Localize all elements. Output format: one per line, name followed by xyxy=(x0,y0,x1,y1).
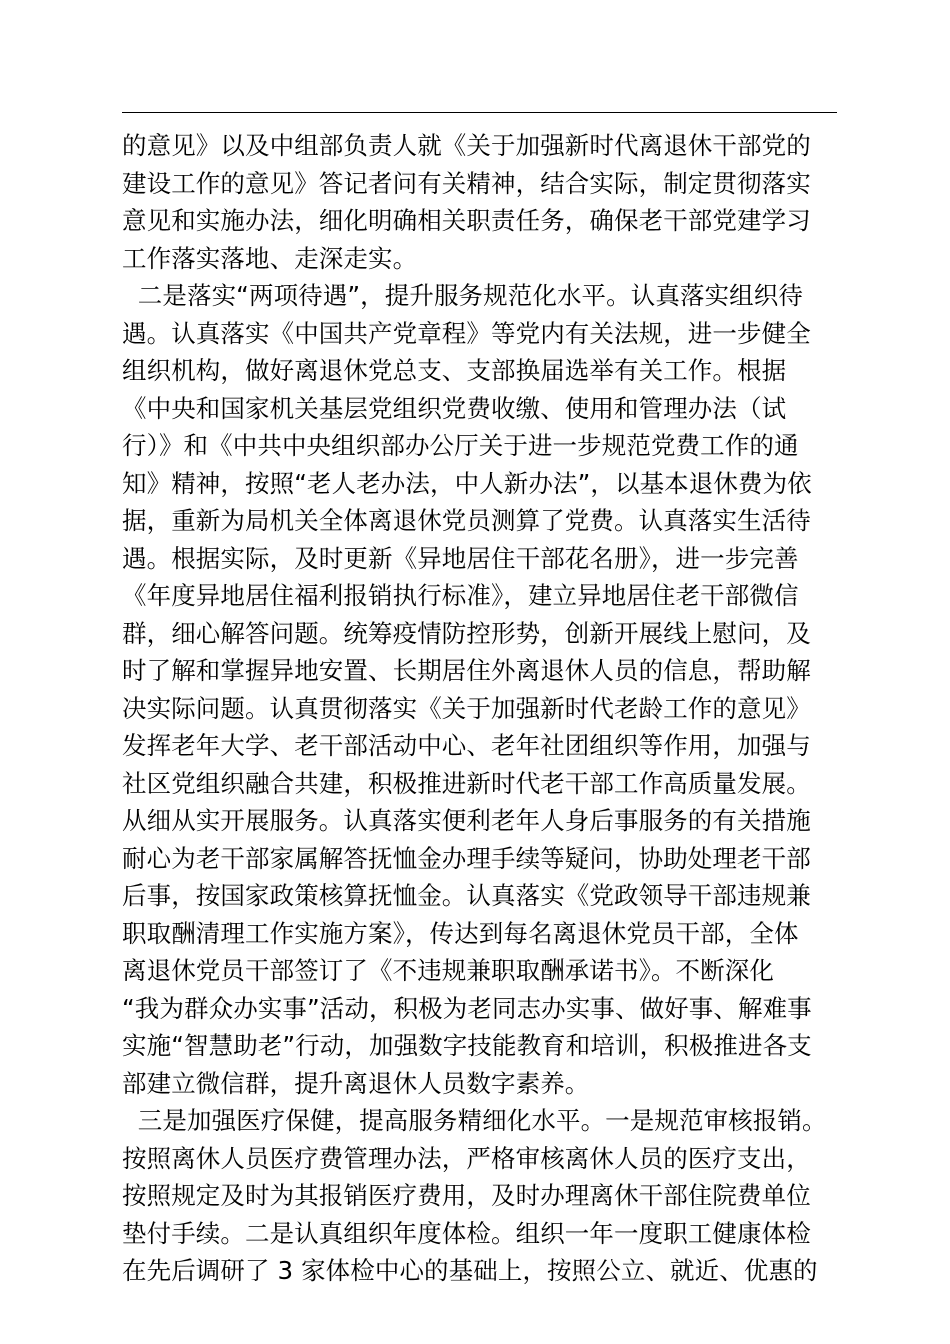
text-line: 在先后调研了 3 家体检中心的基础上，按照公立、就近、优惠的 xyxy=(122,1256,818,1285)
text-line: 群，细心解答问题。统筹疫情防控形势，创新开展线上慰问，及 xyxy=(122,618,811,648)
text-line: 三是加强医疗保健，提高服务精细化水平。一是规范审核报销。 xyxy=(122,1106,827,1135)
text-line: 工作落实落地、走深走实。 xyxy=(122,243,418,273)
text-line: 据，重新为局机关全体离退休党员测算了党费。认真落实生活待 xyxy=(122,506,811,535)
text-line: 的意见》以及中组部负责人就《关于加强新时代离退休干部党的 xyxy=(122,131,811,160)
text-line: 部建立微信群，提升离退休人员数字素养。 xyxy=(122,1068,590,1098)
text-line: 遇。根据实际，及时更新《异地居住干部花名册》，进一步完善 xyxy=(122,543,799,573)
text-line: 从细从实开展服务。认真落实便利老年人身后事服务的有关措施 xyxy=(122,806,811,835)
text-line: 垫付手续。二是认真组织年度体检。组织一年一度职工健康体检 xyxy=(122,1218,811,1248)
text-line: 按照规定及时为其报销医疗费用，及时办理离休干部住院费单位 xyxy=(122,1181,811,1210)
text-line: 离退休党员干部签订了《不违规兼职取酬承诺书》。不断深化 xyxy=(122,956,774,985)
text-line: 《年度异地居住福利报销执行标准》，建立异地居住老干部微信 xyxy=(122,581,799,610)
body-text xyxy=(122,127,842,1290)
text-line: 时了解和掌握异地安置、长期居住外离退休人员的信息，帮助解 xyxy=(122,656,811,685)
text-line: 组织机构，做好离退休党总支、支部换届选举有关工作。根据 xyxy=(122,356,787,385)
header-divider xyxy=(122,112,837,113)
text-line: 《中央和国家机关基层党组织党费收缴、使用和管理办法（试 xyxy=(122,393,787,423)
text-line: 按照离休人员医疗费管理办法，严格审核离休人员的医疗支出， xyxy=(122,1143,811,1173)
text-line: 耐心为老干部家属解答抚恤金办理手续等疑问，协助处理老干部 xyxy=(122,843,811,873)
text-line: 实施“智慧助老”行动，加强数字技能教育和培训，积极推进各支 xyxy=(122,1031,812,1060)
text-line: “我为群众办实事”活动，积极为老同志办实事、做好事、解难事 xyxy=(122,993,812,1023)
text-line: 建设工作的意见》答记者问有关精神，结合实际，制定贯彻落实 xyxy=(122,168,811,198)
text-line: 社区党组织融合共建，积极推进新时代老干部工作高质量发展。 xyxy=(122,768,811,798)
text-line: 二是落实“两项待遇”，提升服务规范化水平。认真落实组织待 xyxy=(122,281,803,310)
text-line: 发挥老年大学、老干部活动中心、老年社团组织等作用，加强与 xyxy=(122,731,811,760)
text-line: 决实际问题。认真贯彻落实《关于加强新时代老龄工作的意见》 xyxy=(122,693,811,723)
text-line: 后事，按国家政策核算抚恤金。认真落实《党政领导干部违规兼 xyxy=(122,881,811,910)
text-line: 行）》和《中共中央组织部办公厅关于进一步规范党费工作的通 xyxy=(122,431,799,460)
text-line: 职取酬清理工作实施方案》，传达到每名离退休党员干部，全体 xyxy=(122,918,799,948)
text-line: 知》精神，按照“老人老办法，中人新办法”，以基本退休费为依 xyxy=(122,468,812,498)
text-line: 遇。认真落实《中国共产党章程》等党内有关法规，进一步健全 xyxy=(122,318,811,348)
text-line: 意见和实施办法，细化明确相关职责任务，确保老干部党建学习 xyxy=(122,206,811,235)
